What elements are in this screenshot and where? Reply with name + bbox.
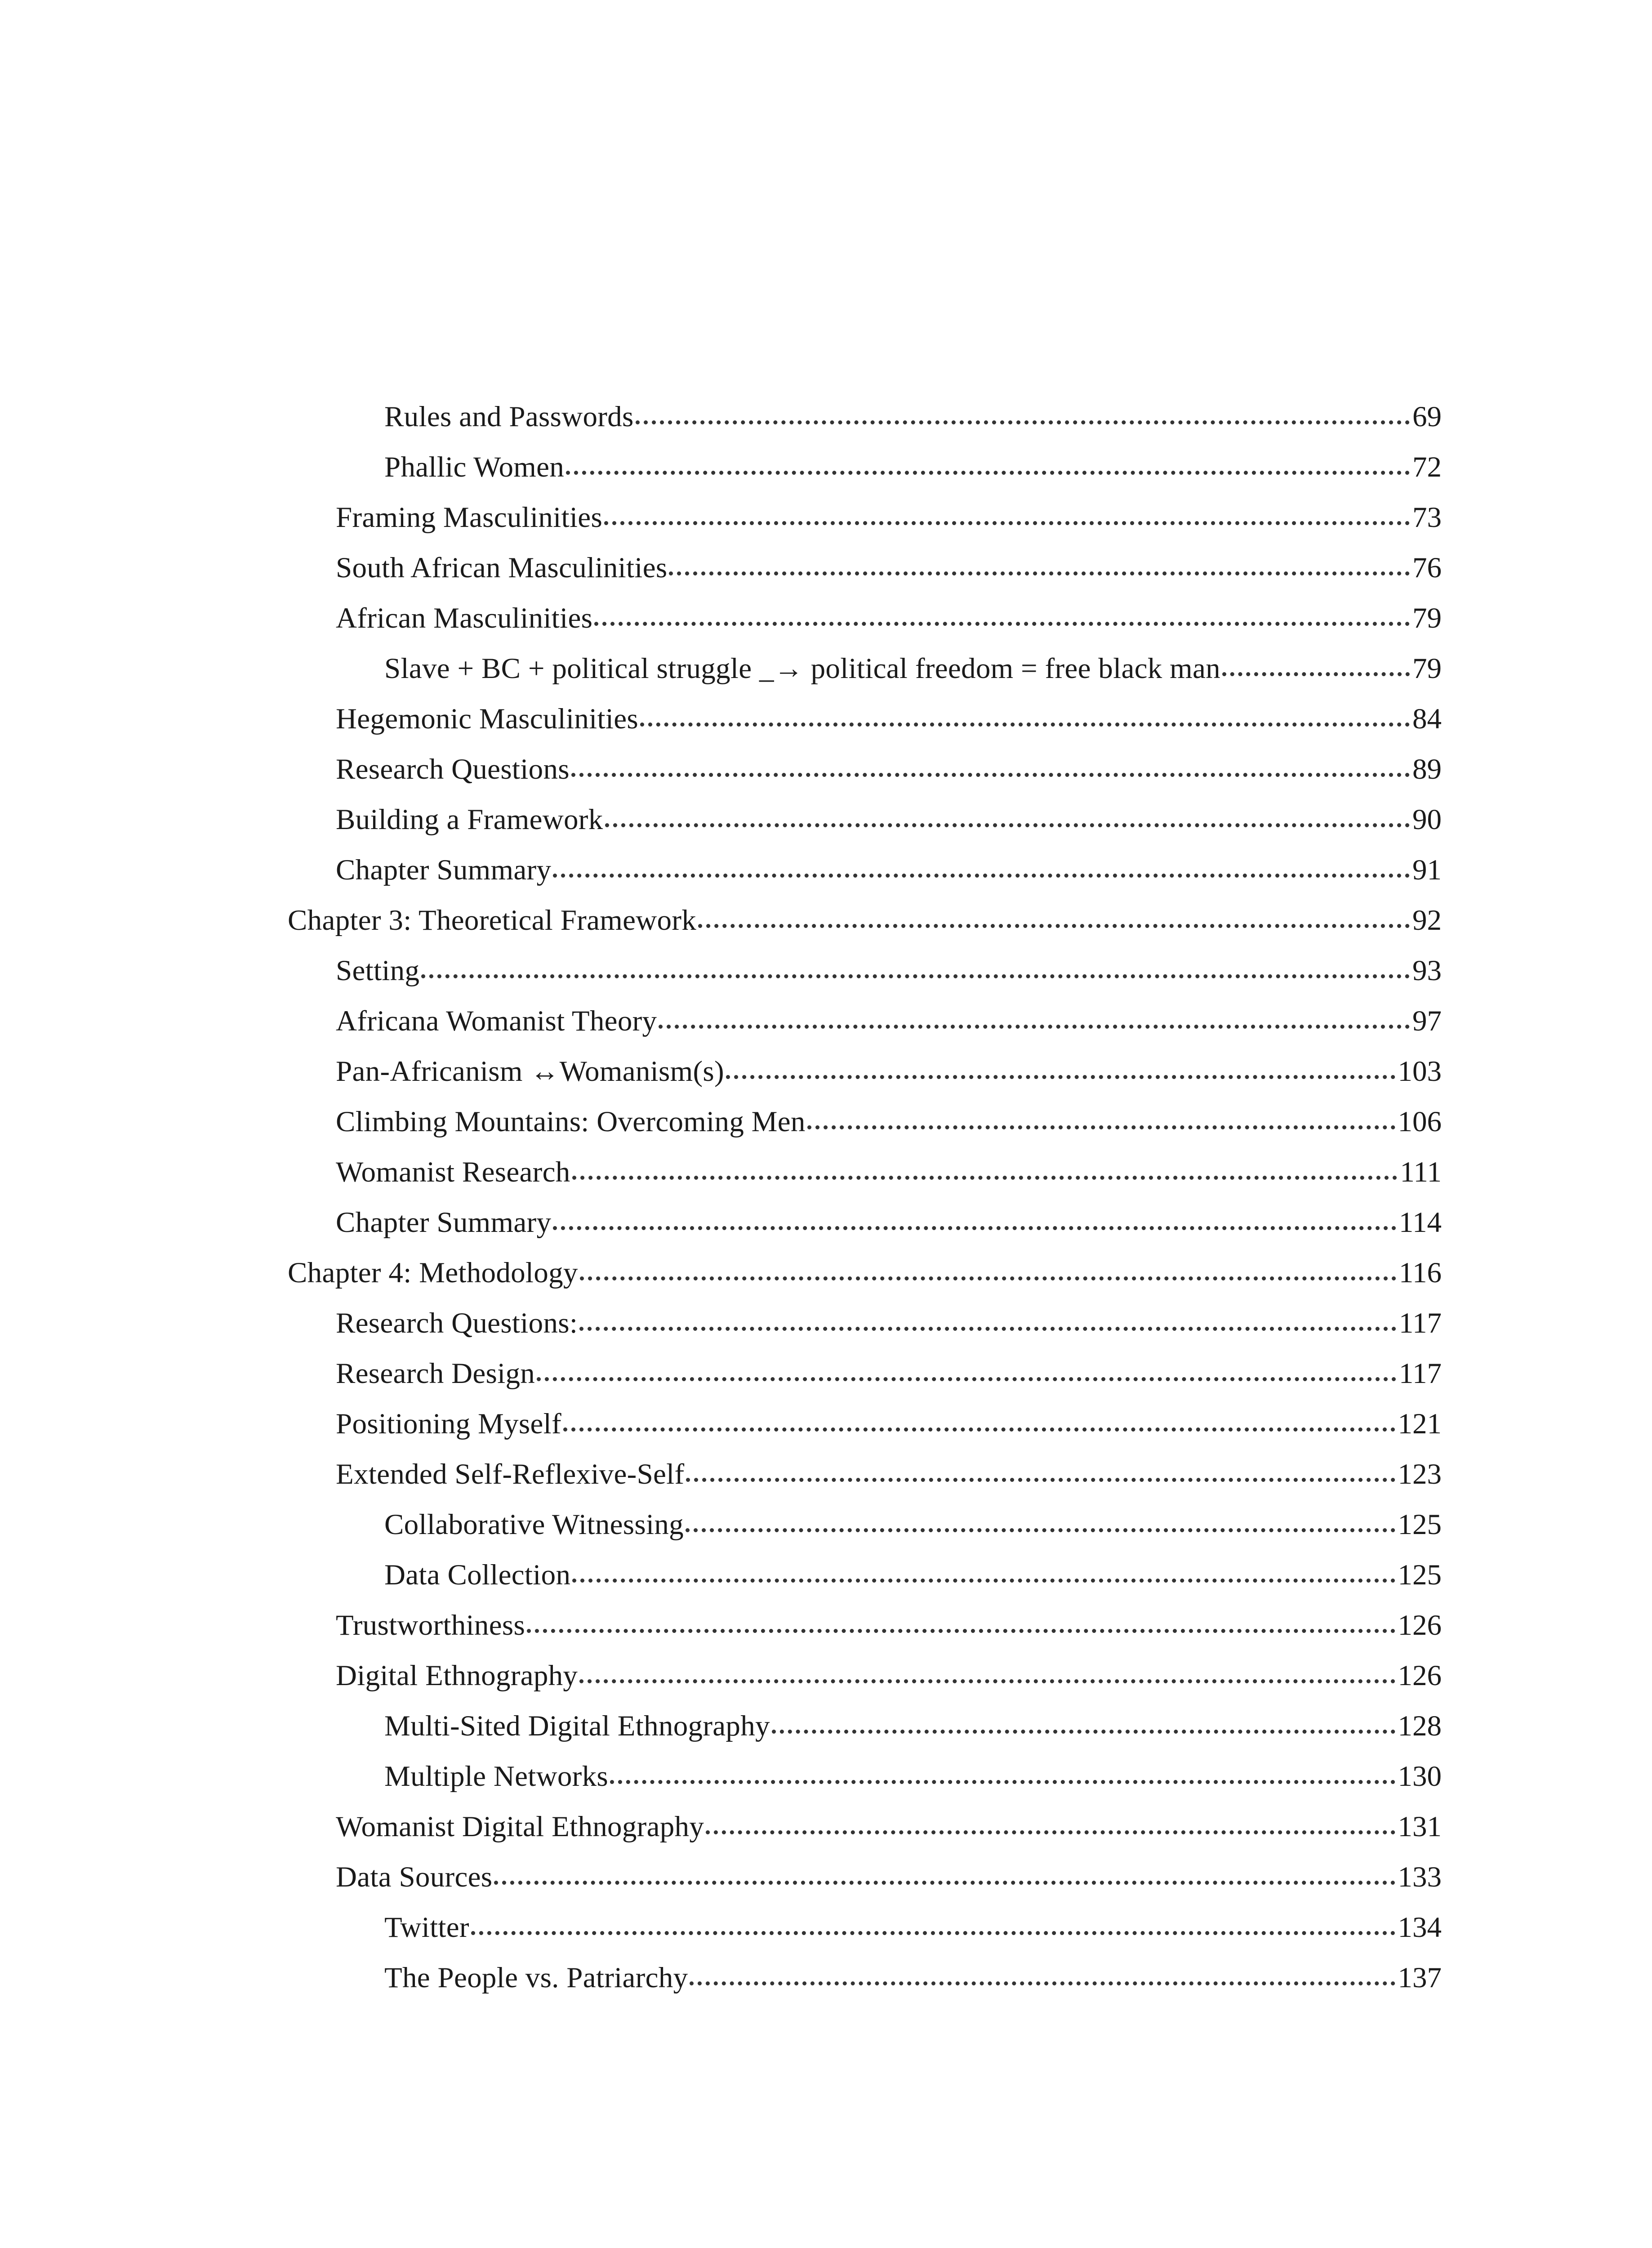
toc-dot-leader: [527, 1628, 1395, 1633]
toc-page-number: 121: [1398, 1408, 1442, 1440]
toc-entry[interactable]: [336, 1863, 1442, 1892]
toc-dot-leader: [594, 621, 1410, 626]
toc-page-number: 97: [1412, 1005, 1442, 1037]
toc-entry[interactable]: [336, 1309, 1442, 1338]
toc-dot-leader: [579, 1679, 1395, 1683]
toc-page-number: 79: [1412, 602, 1442, 634]
toc-entry[interactable]: [384, 1913, 1442, 1942]
toc-page-number: 73: [1412, 501, 1442, 534]
toc-dot-leader: [471, 1931, 1395, 1935]
toc-entry[interactable]: [336, 1359, 1442, 1388]
toc-entry-title: Chapter 4: Methodology: [288, 1257, 578, 1289]
toc-entry-title: Womanist Digital Ethnography: [336, 1811, 704, 1843]
toc-dot-leader: [659, 1024, 1410, 1029]
toc-entry[interactable]: [336, 604, 1442, 633]
toc-entry-title: Chapter Summary: [336, 854, 552, 886]
toc-dot-leader: [579, 1326, 1396, 1331]
toc-entry-title: Chapter Summary: [336, 1206, 552, 1239]
toc-page-number: 106: [1398, 1106, 1442, 1138]
toc-page-number: 134: [1398, 1911, 1442, 1944]
toc-entry[interactable]: [336, 1057, 1442, 1086]
toc-page-number: 126: [1398, 1659, 1442, 1692]
toc-entry-title: The People vs. Patriarchy: [384, 1962, 688, 1994]
toc-entry-title: Research Design: [336, 1357, 535, 1390]
toc-page-number: 72: [1412, 451, 1442, 483]
toc-entry-title: Twitter: [384, 1911, 469, 1944]
toc-entry[interactable]: [336, 805, 1442, 834]
toc-dot-leader: [553, 873, 1410, 878]
toc-dot-leader: [421, 974, 1410, 978]
toc-page-number: 114: [1398, 1206, 1442, 1239]
toc-entry[interactable]: [336, 1611, 1442, 1640]
toc-page-number: 116: [1398, 1257, 1442, 1289]
toc-page-number: 117: [1398, 1307, 1442, 1339]
toc-page-number: 92: [1412, 904, 1442, 937]
toc-entry-title: Data Sources: [336, 1861, 493, 1893]
toc-entry[interactable]: [384, 1510, 1442, 1539]
toc-entry-title: Data Collection: [384, 1559, 571, 1591]
toc-dot-leader: [604, 521, 1410, 525]
toc-entry[interactable]: [336, 553, 1442, 583]
toc-page-number: 69: [1412, 401, 1442, 433]
toc-dot-leader: [566, 470, 1410, 475]
toc-page-number: 125: [1398, 1508, 1442, 1541]
toc-entry-title: Hegemonic Masculinities: [336, 703, 638, 735]
toc-entry-title: Slave + BC + political struggle _→ political freedom = free black man: [384, 652, 1220, 685]
toc-entry-title: Setting: [336, 955, 420, 987]
toc-entry-title: South African Masculinities: [336, 552, 668, 584]
toc-entry-title: Pan-Africanism ↔Womanism(s): [336, 1055, 724, 1088]
toc-entry-title: Extended Self-Reflexive-Self: [336, 1458, 685, 1490]
toc-entry-title: Climbing Mountains: Overcoming Men: [336, 1106, 806, 1138]
toc-dot-leader: [772, 1729, 1395, 1734]
toc-dot-leader: [726, 1075, 1395, 1079]
toc-dot-leader: [580, 1276, 1396, 1280]
toc-page-number: 76: [1412, 552, 1442, 584]
toc-entry-title: Positioning Myself: [336, 1408, 561, 1440]
toc-page-number: 90: [1412, 803, 1442, 836]
toc-dot-leader: [640, 722, 1410, 727]
toc-dot-leader: [572, 1175, 1398, 1180]
toc-page-number: 117: [1398, 1357, 1442, 1390]
toc-dot-leader: [494, 1880, 1395, 1885]
toc-entry-title: Research Questions:: [336, 1307, 578, 1339]
toc-dot-leader: [610, 1780, 1395, 1784]
toc-dot-leader: [690, 1981, 1395, 1985]
toc-dot-leader: [706, 1830, 1395, 1834]
toc-entry[interactable]: [336, 1661, 1442, 1690]
toc-entry-title: Building a Framework: [336, 803, 603, 836]
toc-entry-title: African Masculinities: [336, 602, 593, 634]
toc-entry-title: Chapter 3: Theoretical Framework: [288, 904, 697, 937]
toc-dot-leader: [571, 772, 1410, 777]
toc-entry-title: Framing Masculinities: [336, 501, 603, 534]
toc-entry[interactable]: [384, 1712, 1442, 1741]
toc-entry[interactable]: [336, 856, 1442, 885]
toc-dot-leader: [669, 571, 1410, 575]
toc-entry[interactable]: [336, 1158, 1442, 1187]
toc-entry-title: Womanist Research: [336, 1156, 570, 1188]
toc-entry[interactable]: [384, 453, 1442, 482]
toc-page-number: 111: [1400, 1156, 1442, 1188]
toc-page-number: 103: [1398, 1055, 1442, 1088]
toc-entry-title: Research Questions: [336, 753, 570, 785]
toc-entry-title: Rules and Passwords: [384, 401, 634, 433]
toc-dot-leader: [807, 1125, 1395, 1129]
toc-entry[interactable]: [336, 755, 1442, 784]
toc-chapter-entry[interactable]: [288, 906, 1442, 935]
toc-entry[interactable]: [384, 1963, 1442, 1993]
toc-entry[interactable]: [384, 1762, 1442, 1791]
toc-dot-leader: [686, 1528, 1395, 1532]
toc-entry[interactable]: [384, 402, 1442, 432]
toc-dot-leader: [698, 923, 1410, 928]
toc-page-number: 128: [1398, 1710, 1442, 1742]
toc-dot-leader: [686, 1477, 1395, 1482]
toc-dot-leader: [636, 420, 1410, 424]
toc-page-number: 137: [1398, 1962, 1442, 1994]
toc-entry[interactable]: [336, 1460, 1442, 1489]
toc-entry-title: Africana Womanist Theory: [336, 1005, 657, 1037]
toc-dot-leader: [572, 1578, 1395, 1583]
toc-entry[interactable]: [336, 956, 1442, 986]
toc-dot-leader: [563, 1427, 1395, 1432]
toc-page-number: 133: [1398, 1861, 1442, 1893]
toc-page-number: 91: [1412, 854, 1442, 886]
toc-entry[interactable]: [336, 1208, 1442, 1237]
toc-entry[interactable]: [336, 1812, 1442, 1842]
toc-entry-title: Multi-Sited Digital Ethnography: [384, 1710, 770, 1742]
toc-entry[interactable]: [336, 1107, 1442, 1137]
toc-page-number: 84: [1412, 703, 1442, 735]
toc-page-number: 123: [1398, 1458, 1442, 1490]
toc-page-number: 89: [1412, 753, 1442, 785]
toc-entry-title: Multiple Networks: [384, 1760, 608, 1793]
toc-dot-leader: [537, 1377, 1396, 1381]
toc-entry-title: Collaborative Witnessing: [384, 1508, 684, 1541]
toc-entry[interactable]: [384, 654, 1442, 683]
toc-page-number: 79: [1412, 652, 1442, 685]
toc-page-number: 130: [1398, 1760, 1442, 1793]
toc-page-number: 126: [1398, 1609, 1442, 1641]
toc-dot-leader: [1222, 672, 1410, 676]
toc-entry-title: Trustworthiness: [336, 1609, 525, 1641]
toc-chapter-entry[interactable]: [288, 1258, 1442, 1288]
toc-entry[interactable]: [336, 1409, 1442, 1439]
toc-dot-leader: [553, 1226, 1396, 1230]
toc-entry[interactable]: [336, 503, 1442, 532]
toc-dot-leader: [605, 823, 1410, 827]
toc-entry[interactable]: [336, 705, 1442, 734]
toc-entry[interactable]: [336, 1007, 1442, 1036]
toc-entry-title: Phallic Women: [384, 451, 565, 483]
toc-entry[interactable]: [384, 1561, 1442, 1590]
toc-page-number: 93: [1412, 955, 1442, 987]
toc-page-number: 125: [1398, 1559, 1442, 1591]
toc-page-number: 131: [1398, 1811, 1442, 1843]
toc-entry-title: Digital Ethnography: [336, 1659, 578, 1692]
